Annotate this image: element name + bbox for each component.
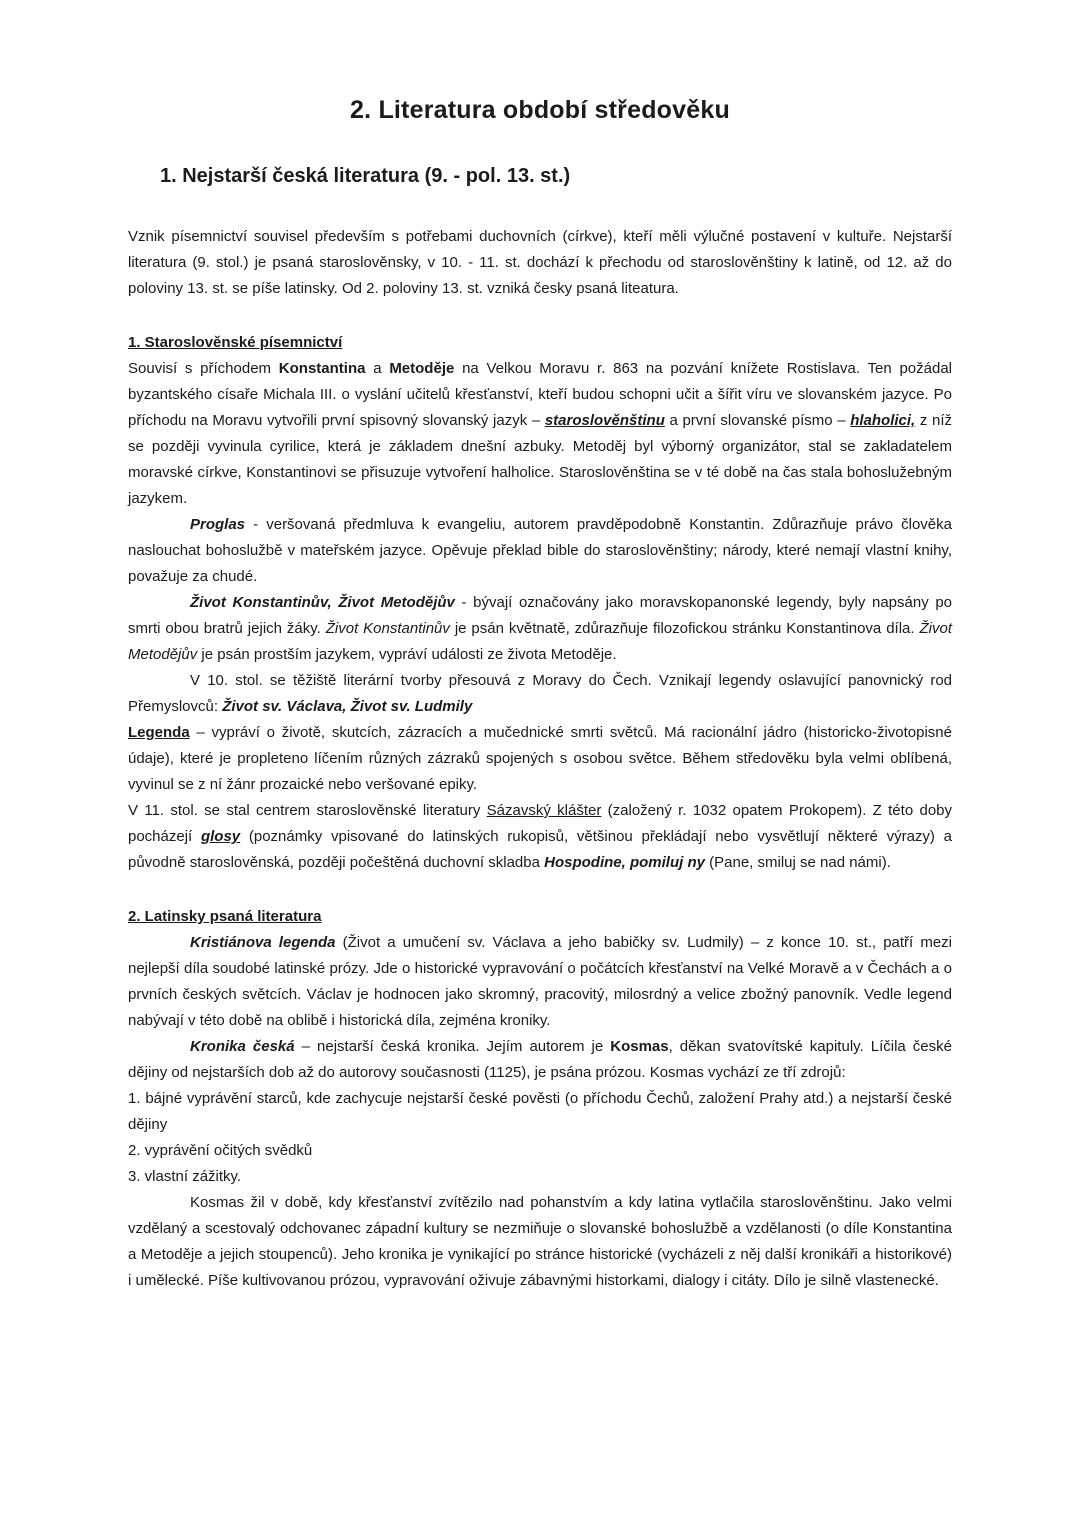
text-segment: , děkan svatovítské kapituly. Líčila české dějiny od nejstarších dob až do autorovy současnosti (1125), je psána prózou. Kosmas vychází ze tří zdrojů: xyxy=(128,1038,952,1081)
text-segment: Život Konstantinův xyxy=(325,620,450,637)
text-segment: (založený r. 1032 opatem Prokopem). Z této doby pocházejí xyxy=(128,802,953,845)
text-segment: V 11. stol. se stal centrem staroslověnské literatury xyxy=(128,802,487,819)
text-segment: 1. Staroslověnské písemnictví xyxy=(128,334,343,351)
text-segment: Legenda xyxy=(128,724,190,741)
paragraph xyxy=(128,1190,952,1294)
text-segment: 2. vyprávění očitých svědků xyxy=(128,1142,313,1159)
paragraph xyxy=(128,590,952,668)
text-segment: 3. vlastní zážitky. xyxy=(128,1168,242,1185)
text-segment: hlaholici, xyxy=(850,412,916,429)
text-segment: na Velkou Moravu r. 863 na pozvání knížete Rostislava. Ten požádal byzantského císaře Michala III. o vyslání učitelů křesťanství, kteří budou schopni učit a šířit víru ve slovanském jazyce. Po příchodu na Moravu vytvořili první spisovný slovanský jazyk – xyxy=(128,360,953,429)
page-title: 2. Literatura období středověku xyxy=(350,96,730,124)
text-segment: V 10. stol. se těžiště literární tvorby přesouvá z Moravy do Čech. Vznikají legendy oslavující panovnický rod Přemyslovců: xyxy=(128,672,952,715)
paragraph xyxy=(128,1138,952,1164)
paragraph xyxy=(128,224,952,302)
text-segment: (poznámky vpisované do latinských rukopisů, většinou překládají nebo vysvětlují některé výrazy) a původně staroslověnská, později počeštěná duchovní skladba xyxy=(128,828,952,871)
text-segment: - veršovaná předmluva k evangeliu, autorem pravděpodobně Konstantin. Zdůrazňuje právo člověka naslouchat bohoslužbě v mateřském jazyce. Opěvuje překlad bible do staroslověnštiny; národy, které nemají vlastní knihy, považuje za chudé. xyxy=(128,516,952,585)
text-segment: Kronika česká xyxy=(190,1038,295,1055)
text-segment: - bývají označovány jako moravskopanonské legendy, byly napsány po smrti obou bratrů jejich žáky. xyxy=(128,594,953,637)
section-heading: 1. Nejstarší česká literatura (9. - pol. 13. st.) xyxy=(160,165,571,187)
text-segment: a první slovanské písmo – xyxy=(664,412,851,429)
text-segment: Hospodine, pomiluj ny xyxy=(544,854,705,871)
text-segment: Vznik písemnictví souvisel především s potřebami duchovních (církve), kteří měli výlučné postavení v kultuře. Nejstarší literatura (9. stol.) je psaná staroslověnsky, v 10. - 11. st. dochází k přechodu od staroslověnštiny k latině, od 12. až do poloviny 13. st. se píše latinsky. Od 2. poloviny 13. st. vzniká česky psaná liteatura. xyxy=(128,228,952,297)
text-segment: Život Konstantinův, Život Metodějův xyxy=(190,594,455,611)
text-segment: Život Metodějův xyxy=(128,620,952,663)
text-segment: – nejstarší česká kronika. Jejím autorem je xyxy=(294,1038,611,1055)
text-segment: staroslověnštinu xyxy=(544,412,665,429)
paragraph xyxy=(128,1086,952,1138)
paragraph xyxy=(128,720,952,798)
text-segment: je psán květnatě, zdůrazňuje filozofickou stránku Konstantinova díla. xyxy=(449,620,920,637)
text-segment: (Pane, smiluj se nad námi). xyxy=(704,854,891,871)
paragraph xyxy=(128,1164,952,1190)
text-segment: 1. bájné vyprávění starců, kde zachycuje nejstarší české pověsti (o příchodu Čechů, založení Prahy atd.) a nejstarší české dějiny xyxy=(128,1090,952,1133)
paragraph xyxy=(128,798,952,876)
text-segment: 2. Latinsky psaná literatura xyxy=(128,908,322,925)
text-segment: glosy xyxy=(200,828,241,845)
text-segment: je psán prostším jazykem, vypráví události ze života Metoděje. xyxy=(197,646,617,663)
text-segment: Kosmas xyxy=(610,1038,669,1055)
text-segment: z níž se později vyvinula cyrilice, která je základem dnešní azbuky. Metoděj byl výborný organizátor, stal se zakladatelem moravské církve, Konstantinovi se přisuzuje vytvoření halholice. Staroslověnština se v té době na čas stala bohoslužebným jazykem. xyxy=(128,412,953,507)
text-segment: a xyxy=(365,360,390,377)
document-blocks xyxy=(128,224,952,1294)
text-segment: Sázavský klášter xyxy=(486,802,602,819)
text-segment: Kosmas žil v době, kdy křesťanství zvítězilo nad pohanstvím a kdy latina vytlačila staroslověnštinu. Jako velmi vzdělaný a scestovalý odchovanec západní kultury se nezmiňuje o slovanské bohoslužbě a vzdělanosti (o díle Konstantina a Metoděje a jejich stoupenců). Jeho kronika je vynikající po stránce historické (vycházeli z něj další kronikáři a historikové) i umělecké. Píše kultivovanou prózou, vypravování oživuje zábavnými historkami, dialogy i citáty. Dílo je silně vlastenecké. xyxy=(128,1194,952,1289)
paragraph xyxy=(128,512,952,590)
subheading xyxy=(128,330,952,356)
paragraph xyxy=(128,356,952,512)
text-segment: Kristiánova legenda xyxy=(190,934,336,951)
paragraph xyxy=(128,668,952,720)
text-segment: Metoděje xyxy=(389,360,455,377)
text-segment: (Život a umučení sv. Václava a jeho babičky sv. Ludmily) – z konce 10. st., patří mezi nejlepší díla soudobé latinské prózy. Jde o historické vypravování o počátcích křesťanství na Velké Moravě a v Čechách a o prvních českých světcích. Václav je hodnocen jako skromný, pracovitý, milosrdný a velice zbožný panovník. Vedle legend nabývají v této době na oblibě i historická díla, zejména kroniky. xyxy=(128,934,952,1029)
paragraph xyxy=(128,930,952,1034)
text-segment: – vypráví o životě, skutcích, zázracích a mučednické smrti světců. Má racionální jádro (historicko-životopisné údaje), které je propleteno líčením různých zázraků spojených s osobou světce. Během středověku byla velmi oblíbená, vyvinul se z ní žánr prozaické nebo veršované epiky. xyxy=(128,724,952,793)
text-segment: Konstantina xyxy=(278,360,366,377)
text-segment: Souvisí s příchodem xyxy=(128,360,279,377)
subheading xyxy=(128,904,952,930)
text-segment: Proglas xyxy=(190,516,246,533)
text-segment: Život sv. Václava, Život sv. Ludmily xyxy=(222,698,473,715)
paragraph xyxy=(128,1034,952,1086)
